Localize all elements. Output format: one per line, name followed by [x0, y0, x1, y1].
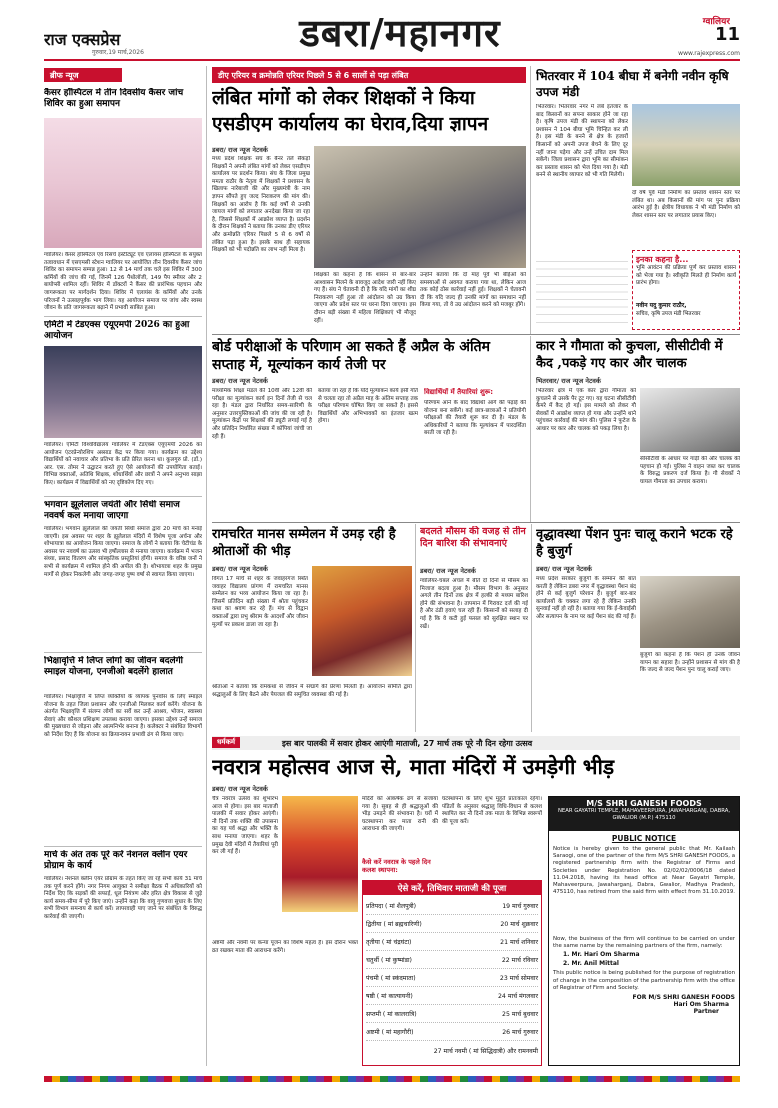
brief2-headline: एमिटी में टेडएक्स एयूएमपी 2026 का हुआ आयोजन [44, 320, 190, 341]
lead-headline-2: एसडीएम कार्यालय का घेराव,दिया ज्ञापन [212, 113, 489, 135]
tithi-day: द्वितीया ( मां ब्रह्मचारिणी) [366, 921, 422, 928]
lead-photo [314, 146, 526, 268]
mandi-photo [632, 104, 740, 186]
weather-headline: बदलते मौसम की वजह से तीन दिन बारिश की संभावनाएं [420, 526, 526, 549]
lead-col2: शिक्षकों का कहना है कि शासन से बार-बार आश्वासन मिलने के बावजूद आदेश जारी नहीं किए गए हैं। संघ ने चेतावनी दी है कि यदि मांगों का शीघ्र निराकरण नहीं हुआ तो आंदोलन को उग्र किया जाएगा और प्रदेश स्तर पर धरना दिया जाएगा। इस दौरान बड़ी संख्या में महिला शिक्षिकाएं भी मौजूद रहीं। [314, 272, 416, 324]
pension-photo [640, 576, 740, 648]
public-notice [548, 796, 740, 1066]
notice-sign-2: Hari Om Sharma [673, 1001, 729, 1009]
mandi-body: भितरवार। भितरवार नगर में लंबे इंतजार के बाद किसानों का सपना साकार होने जा रहा है। कृषि उपज मंडी की स्थापना को लेकर प्रशासन ने 104 बीघा भूमि चिन्हित कर ली है। इस मंडी के बनने से क्षेत्र के हजारों किसानों को अपनी उपज बेचने के लिए दूर नहीं जाना पड़ेगा और उन्हें उचित दाम मिल सकेंगे। जिला प्रशासन द्वारा भूमि का सीमांकन कर प्रस्ताव शासन को भेज दिया गया है। मंडी बनने से स्थानीय व्यापार को भी गति मिलेगी। [536, 104, 628, 179]
navratri-banner [212, 736, 740, 750]
tithi-title: ऐसे करें, तिथिवार माताजी की पूजा [363, 881, 541, 895]
tithi-date: 21 मार्च शनिवार [500, 939, 538, 946]
tithi-row [366, 987, 538, 1005]
navratri-banner-text: इस बार पालकी में सवार होकर आएंगी माताजी, 27 मार्च तक पूरे नौ दिन रहेगा उत्सव [282, 739, 533, 748]
ram-body: विगत 17 मार्च से शहर के जवाहरगंज स्थित जवाहर विद्यालय प्रांगण में रामचरित मानस सम्मेलन का भव्य आयोजन किया जा रहा है। जिसमें प्रतिदिन बड़ी संख्या में श्रोता पहुंचकर कथा का श्रवण कर रहे हैं। मंच से विद्वान वक्ताओं द्वारा प्रभु श्रीराम के आदर्शों और जीवन मूल्यों पर प्रकाश डाला जा रहा है। [212, 576, 308, 628]
mandi-body2: दो वर्ष पूर्व मंडी निर्माण का प्रस्ताव शासन स्तर पर लंबित था। अब किसानों की मांग पर पुनः प्रक्रिया आरंभ हुई है। क्षेत्रीय विधायक ने भी मंडी निर्माण को लेकर शासन स्तर पर लगातार प्रयास किए। [632, 190, 740, 219]
masthead [0, 0, 778, 58]
navratri-col1: चैत्र नवरात्र उत्सव का शुभारंभ आज से होगा। इस बार माताजी पालकी में सवार होकर आएंगी। नौ दिनों तक शक्ति की उपासना का यह पर्व श्रद्धा और भक्ति के साथ मनाया जाएगा। शहर के प्रमुख देवी मंदिरों में तैयारियां पूरी कर ली गई हैं। [212, 796, 278, 856]
navratri-col2: मंदिरों को आकर्षक ढंग से सजाया गया है। सुबह से ही श्रद्धालुओं की भीड़ उमड़ने की संभावना है। घरों में घटस्थापना कर माता रानी की आराधना की जाएगी। [362, 796, 438, 833]
car-body2: सीसीटीवी के आधार पर गाड़ी की और चालक की पहचान हो गई। पुलिस ने वाहन जब्त कर चालक के विरुद्ध प्रकरण दर्ज किया है। गौ सेवकों ने घायल गौमाता का उपचार कराया। [640, 456, 740, 485]
tithi-row [366, 1023, 538, 1041]
tithi-date: 26 मार्च गुरुवार [502, 1029, 538, 1036]
march-headline: मार्च के अंत तक पूरे करें नेशनल क्लीन एयर प्रोग्राम के कार्य [44, 850, 188, 871]
navratri-col3: घटस्थापना के लिए शुभ मुहूर्त प्रातःकाल रहेगा। पंडितों के अनुसार श्रद्धालु विधि-विधान से कलश स्थापित कर नौ दिनों तक माता के विभिन्न स्वरूपों की पूजा करें। [442, 796, 542, 825]
notice-body3: This public notice is being published for the purpose of registration of change in the composition of the partnership firm with the office of Registrar of Firm and Society. [553, 970, 735, 991]
page-number: 11 [714, 24, 740, 45]
weather-body: ग्वालियर-चंबल अंचल में बीते दो दिनों से मौसम का मिजाज बदला हुआ है। मौसम विभाग के अनुसार अगले तीन दिनों तक क्षेत्र में हल्की से मध्यम बारिश होने की संभावना है। तापमान में गिरावट दर्ज की गई है और ठंडी हवाएं चल रही हैं। किसानों को सलाह दी गई है कि वे कटी हुई फसल को सुरक्षित स्थान पर रखें। [420, 578, 528, 630]
tithi-box [362, 880, 542, 1066]
board-subhead: विद्यार्थियों में तैयारियां शुरू: [424, 388, 493, 396]
brief1-body: ग्वालियर। कैंसर हॉस्पिटल एवं रिसर्च इंस्टीट्यूट एवं एलायंस हॉस्पिटल के संयुक्त तत्वावधान में एसएमसी स्टेशन ग्वालियर पर आयोजित तीन दिवसीय कैंसर जांच शिविर का समापन सम्पन्न हुआ। 12 से 14 मार्च तक चले इस शिविर में 300 कर्मियों की जांच की गई, जिनमें 126 पैथोलॉजी, 149 पैप स्मीयर और 2 बायोप्सी शामिल रहीं। शिविर में डॉक्टरों ने कैंसर की प्रारंभिक पहचान और जागरूकता पर मार्गदर्शन दिया। शिविर में एलायंस के कर्मियों और उनके परिजनों ने उत्साहपूर्वक भाग लिया। यह आयोजन समाज पर जांच और स्वस्थ जीवन के प्रति जागरूकता बढ़ाने में प्रभावी साबित हुआ। [44, 252, 202, 312]
brief1-headline: कैंसर हॉस्पिटल में तीन दिवसीय कैंसर जांच शिविर का हुआ समापन [44, 88, 184, 109]
mandi-quote-title: इनका कहना है... [636, 255, 689, 264]
mandi-headline: भितरवार में 104 बीघा में बनेगी नवीन कृषि उपज मंडी [536, 69, 729, 99]
edition-date: गुरुवार,19 मार्च,2026 [92, 49, 144, 56]
tithi-date: 24 मार्च मंगलवार [498, 993, 538, 1000]
notice-address: NEAR GAYATRI TEMPLE, MAHAVEERPURA, JAWAHARGANJ, DABRA, GWALIOR (M.P.) 475110 [557, 808, 731, 821]
notice-body2: Now, the business of the firm will continue to be carried on under the same name by the remaining partners of the firm, namely: [553, 936, 735, 950]
notice-sign-1: FOR M/S SHRI GANESH FOODS [632, 994, 735, 1002]
tithi-row [366, 915, 538, 933]
tithi-day: अष्टमी ( मां महागौरी) [366, 1029, 414, 1036]
navratri-byline: डबरा/ राज न्यूज नेटवर्क [212, 785, 268, 793]
ram-photo [312, 566, 412, 676]
lead-byline: डबरा/ राज न्यूज नेटवर्क [212, 146, 268, 154]
bhiksha-headline: भिक्षावृत्ति में लिप्त लोगों का जीवन बदलेगी स्माइल योजना, एनजीओ बदलेंगे हालात [44, 656, 184, 677]
section-title: डबरा/महानगर [299, 10, 501, 55]
car-body: भितरवार क्षेत्र में एक कार द्वारा गौमाता को कुचलने से उसके पैर टूट गए। यह घटना सीसीटीवी कैमरे में कैद हो गई। इस मामले को लेकर गौ सेवकों में आक्रोश व्याप्त हो गया और उन्होंने थाने पहुंचकर कार्रवाई की मांग की। पुलिस ने फुटेज के आधार पर कार और चालक को पकड़ लिया है। [536, 388, 636, 432]
tithi-day: प्रतिपदा ( मां शैलपुत्री) [366, 903, 417, 910]
board-headline: बोर्ड परीक्षाओं के परिणाम आ सकते हैं अप्रैल के अंतिम सप्ताह में, मूल्यांकन कार्य तेजी पर [212, 339, 490, 373]
car-photo [640, 388, 740, 452]
navratri-tag: धर्मकर्म [212, 737, 240, 748]
notice-partner-2: 2. Mr. Anil Mittal [563, 960, 619, 968]
board-col1: माध्यमिक शिक्षा मंडल की 10वीं और 12वीं की परीक्षा का मूल्यांकन कार्य इन दिनों तेजी से चल रहा है। मंडल द्वारा निर्धारित समय-सारिणी के अनुसार उत्तरपुस्तिकाओं की जांच की जा रही है। मूल्यांकन केंद्रों पर शिक्षकों की ड्यूटी लगाई गई है और प्रतिदिन निर्धारित संख्या में कॉपियां जांची जा रही हैं। [212, 388, 312, 440]
notice-title: PUBLIC NOTICE [611, 834, 677, 843]
brief2-body: ग्वालियर। एमिटी विश्वविद्यालय ग्वालियर में टेडएक्स एयूएमपी 2026 का आयोजन एंटरप्रेन्योरशिप अब्साड केंद्र पर किया गया। कार्यक्रम का उद्देश्य विद्यार्थियों को नवाचार और प्रतिभा के प्रति प्रेरित करना था। कुलगुरु प्रो. (डॉ.) आर. एस. तोमर ने उद्घाटन करते हुए ऐसे आयोजनों की उपयोगिता बताई। विभिन्न वक्ताओं, अतिथि शिक्षक, शोधार्थियों और छात्रों ने अपने अनुभव साझा किए। कार्यक्रम में विद्यार्थियों को नए दृष्टिकोण दिए गए। [44, 442, 202, 486]
masthead-rule [44, 59, 740, 61]
mandi-quote-role: सचिव, कृषि उपज मंडी भितरवार [636, 311, 701, 317]
tithi-date: 20 मार्च शुक्रवार [500, 921, 538, 928]
paper-name: राज एक्सप्रेस [44, 30, 121, 49]
ram-byline: डबरा/ राज न्यूज नेटवर्क [212, 565, 268, 573]
city-label: ग्वालियर [702, 17, 730, 27]
tithi-row [366, 951, 538, 969]
tithi-date: 27 मार्च नवमी ( मां सिद्धिदात्री) और रामनवमी [433, 1047, 538, 1055]
weather-byline: डबरा/ राज न्यूज नेटवर्क [420, 567, 476, 575]
mandi-quote-body: भूमि आवंटन की प्रक्रिया पूर्ण कर प्रस्ताव शासन को भेजा गया है। स्वीकृति मिलते ही निर्माण कार्य प्रारंभ होगा। [636, 265, 736, 287]
mandi-quote-box [632, 250, 740, 330]
bhagwan-headline: भगवान झूलेलाल जयंती और सिंधी समाज नववर्ष कल मनाया जाएगा [44, 500, 180, 521]
tithi-rows [363, 895, 541, 1061]
pension-body2: बुजुर्गों का कहना है कि पेंशन ही उनके जीवन यापन का सहारा है। उन्होंने प्रशासन से मांग की है कि जल्द से जल्द पेंशन पुनः चालू कराई जाए। [640, 652, 740, 674]
navratri-photo [282, 796, 358, 912]
brief2-photo [44, 346, 202, 438]
car-byline: भितरवार/ राज न्यूज नेटवर्क [536, 377, 601, 385]
ram-body2: श्रोताओं ने बताया कि रामकथा से जीवन में सद्मार्ग की प्रेरणा मिलती है। आयोजन समिति द्वारा श्रद्धालुओं के लिए बैठने और पेयजल की समुचित व्यवस्था की गई है। [212, 684, 412, 698]
tithi-day: षष्ठी ( मां कात्यायनी) [366, 993, 413, 1000]
lead-headline-1: लंबित मांगों को लेकर शिक्षकों ने किया [212, 87, 475, 109]
tithi-day: चतुर्थी ( मां कुष्मांडा) [366, 957, 412, 964]
tithi-row [366, 1005, 538, 1023]
tithi-date: 25 मार्च बुधवार [502, 1011, 538, 1018]
lead-kicker: डीए एरियर व क्रमोन्नति एरियर पिछले 5 से 6 सालों से पड़ा लंबित [212, 67, 526, 83]
tithi-day: तृतीया ( मां चंद्रघंटा) [366, 939, 412, 946]
navratri-headline: नवरात्र महोत्सव आज से, माता मंदिरों में उमड़ेगी भीड़ [212, 754, 615, 779]
tithi-day: पंचमी ( मां स्कंदमाता) [366, 975, 416, 982]
tithi-date: 23 मार्च सोमवार [499, 975, 538, 982]
tithi-row [366, 969, 538, 987]
pension-body: मध्य प्रदेश सरकार बुजुर्गों के सम्मान की बात करती है लेकिन डबरा नगर में वृद्धावस्था पेंशन बंद होने से कई बुजुर्ग परेशान हैं। बुजुर्ग बार-बार कार्यालयों के चक्कर लगा रहे हैं लेकिन उनकी सुनवाई नहीं हो रही है। बताया गया कि ई-केवाईसी और सत्यापन के नाम पर कई पेंशन बंद की गई हैं। [536, 576, 636, 620]
pension-byline: डबरा/ राज न्यूज नेटवर्क [536, 565, 592, 573]
board-col2: बताया जा रहा है कि यदि मूल्यांकन कार्य इसी गति से चलता रहा तो अप्रैल माह के अंतिम सप्ताह तक परीक्षा परिणाम घोषित किए जा सकते हैं। इससे विद्यार्थियों और अभिभावकों का इंतजार खत्म होगा। [318, 388, 418, 425]
ram-headline: रामचरित मानस सम्मेलन में उमड़ रही है श्रोताओं की भीड़ [212, 527, 396, 559]
notice-body: Notice is hereby given to the general public that Mr. Kailash Saraogi, one of the partner of the firm M/S SHRI GANESH FOODS, a registered partnership firm with the Registrar of Firms and Societies under Registration No. 02/02/02/0006/18 dated 11.04.2018, having its head office at Near Gayatri Temple, Mahaveerpura, Jawaharganj, Dabra, Gwalior, Madhya Pradesh, 475110, has retired from the said firm with effect from 31.10.2019. [553, 846, 735, 896]
tithi-row [366, 933, 538, 951]
bhagwan-body: ग्वालियर। भगवान झूलेलाल की जयंती सिंधी समाज द्वारा 20 मार्च को मनाई जाएगी। इस अवसर पर शहर के झूलेलाल मंदिरों में विशेष पूजा अर्चना और शोभायात्रा का आयोजन किया जाएगा। समाज के लोगों ने बताया कि चेटीचंड के अवसर पर नववर्ष का उत्सव भी हर्षोल्लास से मनाया जाएगा। कार्यक्रम में भजन संध्या, प्रसाद वितरण और सांस्कृतिक प्रस्तुतियां होंगी। समाज के वरिष्ठ जनों ने सभी से कार्यक्रम में शामिल होने की अपील की है। शोभायात्रा शहर के प्रमुख मार्गों से होकर निकलेगी और जगह-जगह पुष्प वर्षा से स्वागत किया जाएगा। [44, 526, 202, 578]
tithi-date: 19 मार्च गुरुवार [502, 903, 538, 910]
car-headline: कार ने गौमाता को कुचला, सीसीटीवी में कैद ,पकड़े गए कार और चालक [536, 339, 723, 371]
lead-col1: मध्य प्रदेश शिक्षक संघ के बैनर तले सैकड़ों शिक्षकों ने अपनी लंबित मांगों को लेकर एसडीएम कार्यालय पर प्रदर्शन किया। संघ के जिला प्रमुख ममता राठौर के नेतृत्व में शिक्षकों ने प्रशासन के खिलाफ नारेबाजी की और मुख्यमंत्री के नाम ज्ञापन सौंपते हुए जल्द निराकरण की मांग की। शिक्षकों का आरोप है कि कई वर्षों से उनकी जायज मांगों को लगातार अनदेखा किया जा रहा है, जिससे शिक्षकों में आक्रोश व्याप्त है। प्रदर्शन के दौरान शिक्षकों ने बताया कि उनका डीए एरियर और क्रमोन्नति एरियर पिछले 5 से 6 वर्षों से लंबित पड़ा हुआ है। इसके साथ ही सहायक शिक्षकों को भी पदोन्नति का लाभ नहीं मिला है। [212, 156, 310, 254]
notice-sign-3: Partner [693, 1008, 719, 1016]
pension-headline: वृद्धावस्था पेंशन पुनः चालू कराने भटक रहे है बुजुर्ग [536, 527, 733, 559]
navratri-col4: अष्टमी और नवमी पर कन्या पूजन का विशेष महत्व है। इस दौरान भक्त व्रत रखकर माता की आराधना करेंगे। [212, 940, 358, 954]
mandi-body-continued [536, 258, 628, 328]
notice-header [549, 797, 739, 831]
mandi-quote-name: नवीन यदु कुमार राठौर, [636, 302, 687, 309]
lead-col3: उन्होंने बताया कि दो माह पूर्व भी बीईओ को समस्याओं से अवगत कराया गया था, लेकिन आज तक कोई ठोस कार्रवाई नहीं हुई। शिक्षकों ने चेतावनी दी कि यदि जल्द ही उनकी मांगों का समाधान नहीं किया गया, तो वे उग्र आंदोलन करने को मजबूर होंगे। [420, 272, 526, 309]
website[interactable]: www.rajexpress.com [678, 50, 740, 57]
brief-label: ब्रीफ न्यूज [44, 68, 122, 82]
board-col3: परिणाम आने के बाद विद्यार्थी आगे की पढ़ाई की योजना बना सकेंगे। कई छात्र-छात्राओं ने प्रतियोगी परीक्षाओं की तैयारी शुरू कर दी है। मंडल के अधिकारियों ने बताया कि मूल्यांकन में पारदर्शिता बरती जा रही है। [424, 400, 526, 437]
footer-color-strip [44, 1076, 740, 1082]
tithi-date: 22 मार्च रविवार [501, 957, 538, 964]
brief1-photo [44, 118, 202, 248]
bhiksha-body: ग्वालियर। भिक्षावृत्ति में लिप्त व्यक्तियों के व्यापक पुनर्वास के लिए स्माइल योजना के तहत जिला प्रशासन और एनजीओ मिलकर कार्य करेंगे। योजना के अंतर्गत भिक्षावृत्ति में संलग्न लोगों का सर्वे कर उन्हें आश्रय, भोजन, स्वास्थ्य सेवाएं और कौशल प्रशिक्षण उपलब्ध कराया जाएगा। इसका उद्देश्य उन्हें समाज की मुख्यधारा से जोड़ना और आत्मनिर्भर बनाना है। कलेक्टर ने संबंधित विभागों को निर्देश दिए हैं कि योजना का क्रियान्वयन प्रभावी ढंग से किया जाए। [44, 694, 202, 738]
tithi-day: सप्तमी ( मां कालरात्रि) [366, 1011, 417, 1018]
tithi-row [366, 897, 538, 915]
march-body: ग्वालियर। नेशनल क्लीन एयर प्रोग्राम के तहत किए जा रहे सभी कार्य 31 मार्च तक पूर्ण करने होंगे। नगर निगम आयुक्त ने समीक्षा बैठक में अधिकारियों को निर्देश दिए कि सड़कों की सफाई, धूल नियंत्रण और हरित क्षेत्र विकास से जुड़े कार्य समय-सीमा में पूरे किए जाएं। उन्होंने कहा कि वायु गुणवत्ता सुधार के लिए सभी विभाग समन्वय से कार्य करें। लापरवाही पाए जाने पर संबंधित के विरुद्ध कार्रवाई की जाएगी। [44, 876, 202, 920]
board-byline: डबरा/ राज न्यूज नेटवर्क [212, 377, 268, 385]
navratri-subhead: कैसे करें नवरात्र के पहले दिन कलश स्थापना: [362, 858, 431, 874]
notice-firm: M/S SHRI GANESH FOODS [586, 799, 702, 808]
notice-partner-1: 1. Mr. Hari Om Sharma [563, 951, 640, 959]
tithi-row [366, 1041, 538, 1059]
